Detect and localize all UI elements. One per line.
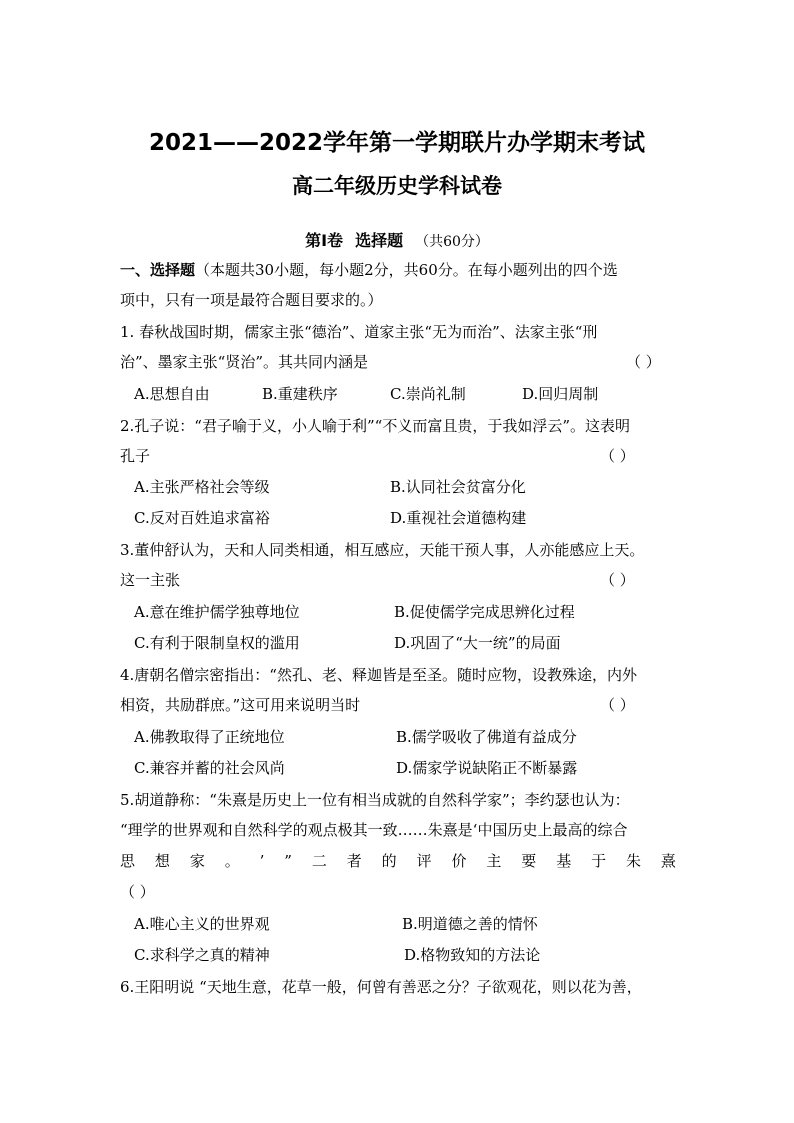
- question-2-option-d: D.重视社会道德构建: [390, 509, 527, 527]
- instructions-line-2: 项中，只有一项是最符合题目要求的。）: [120, 291, 383, 309]
- section-heading: [0, 228, 794, 251]
- question-4-option-a: A.佛教取得了正统地位: [134, 728, 285, 746]
- section-name: 第Ⅰ卷: [305, 231, 344, 250]
- question-1-option-a: A.思想自由: [134, 385, 210, 403]
- question-1-option-d: D.回归周制: [522, 385, 599, 403]
- q5-char: 家: [189, 852, 205, 870]
- question-4-option-c: C.兼容并蓄的社会风尚: [134, 759, 285, 777]
- question-3-answer-paren: （ ）: [600, 571, 635, 589]
- question-5-answer-paren: （ ）: [120, 883, 155, 901]
- question-5-option-d: D.格物致知的方法论: [404, 946, 541, 964]
- question-2-answer-paren: （ ）: [600, 447, 635, 465]
- question-2-line-1: 2.孔子说：“君子喻于义，小人喻于利”“不义而富且贵，于我如浮云”。这表明: [120, 417, 630, 435]
- question-1-answer-paren: （ ）: [626, 353, 661, 371]
- question-3-line-1: 3.董仲舒认为，天和人同类相通，相互感应，天能干预人事，人亦能感应上天。: [120, 541, 645, 559]
- question-3-option-b: B.促使儒学完成思辨化过程: [394, 603, 575, 621]
- exam-subtitle: 高二年级历史学科试卷: [292, 174, 502, 198]
- question-5-option-a: A.唯心主义的世界观: [134, 915, 270, 933]
- q5-char: 思: [120, 852, 136, 870]
- question-5-line-3: [120, 851, 676, 871]
- question-5-option-c: C.求科学之真的精神: [134, 946, 270, 964]
- q5-char: ’: [259, 852, 265, 870]
- question-2-line-2: 孔子: [120, 447, 151, 465]
- q5-char: 于: [591, 852, 607, 870]
- question-3-option-c: C.有利于限制皇权的滥用: [134, 634, 300, 652]
- section-points: （共60分）: [415, 234, 489, 250]
- q5-char: 二: [311, 852, 327, 870]
- q5-char: 基: [556, 852, 572, 870]
- question-4-option-b: B.儒学吸收了佛道有益成分: [396, 728, 577, 746]
- question-1-line-2: 治”、墨家主张“贤治”。其共同内涵是: [120, 353, 369, 371]
- question-1-line-1: 1. 春秋战国时期，儒家主张“德治”、道家主张“无为而治”、法家主张“刑: [120, 323, 598, 341]
- question-3-option-d: D.巩固了“大一统”的局面: [394, 634, 561, 652]
- question-5-option-b: B.明道德之善的情怀: [402, 915, 538, 933]
- question-5-line-1: 5.胡道静称：“朱熹是历史上一位有相当成就的自然科学家”；李约瑟也认为：: [120, 791, 630, 809]
- question-4-answer-paren: （ ）: [600, 696, 635, 714]
- section-type: 选择题: [355, 231, 404, 250]
- question-2-option-c: C.反对百姓追求富裕: [134, 509, 270, 527]
- q5-char: ”: [284, 852, 292, 870]
- question-1-option-b: B.重建秩序: [262, 385, 338, 403]
- question-2-option-b: B.认同社会贫富分化: [390, 478, 526, 496]
- q5-char: 者: [346, 852, 362, 870]
- exam-title: 2021——2022学年第一学期联片办学期末考试: [148, 130, 646, 156]
- question-5-line-2: “理学的世界观和自然科学的观点极其一致……朱熹是‘中国历史上最高的综合: [120, 821, 628, 839]
- question-2-option-a: A.主张严格社会等级: [134, 478, 270, 496]
- question-4-line-2: 相资，共励群庶。”这可用来说明当时: [120, 696, 361, 714]
- q5-char: 要: [521, 852, 537, 870]
- instructions-text-1: （本题共30小题，每小题2分，共60分。在每小题列出的四个选: [195, 261, 618, 279]
- q5-char: 朱: [626, 852, 642, 870]
- question-1-option-c: C.崇尚礼制: [390, 385, 466, 403]
- q5-char: 评: [416, 852, 432, 870]
- question-6-line-1: 6.王阳明说 “天地生意，花草一般，何曾有善恶之分？子欲观花，则以花为善，: [120, 978, 642, 996]
- question-3-option-a: A.意在维护儒学独尊地位: [134, 603, 300, 621]
- question-4-option-d: D.儒家学说缺陷正不断暴露: [396, 759, 578, 777]
- instructions-line-1: [120, 260, 618, 280]
- q5-char: 想: [154, 852, 170, 870]
- question-3-line-2: 这一主张: [120, 571, 181, 589]
- q5-char: 熹: [660, 852, 676, 870]
- q5-char: 。: [224, 852, 240, 870]
- question-4-line-1: 4.唐朝名僧宗密指出：“然孔、老、释迦皆是至圣。随时应物，设教殊途，内外: [120, 666, 637, 684]
- q5-char: 主: [486, 852, 502, 870]
- q5-char: 价: [451, 852, 467, 870]
- q5-char: 的: [381, 852, 397, 870]
- instructions-label: 一、选择题: [120, 261, 196, 279]
